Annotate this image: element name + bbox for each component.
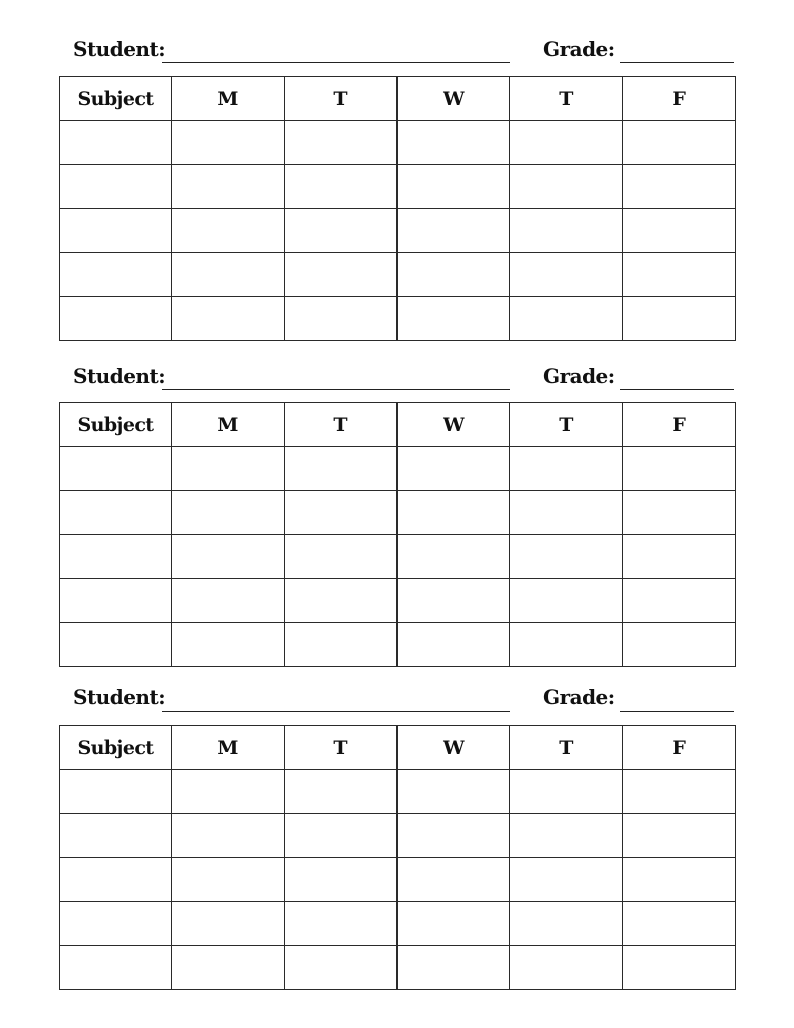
day-cell[interactable] bbox=[172, 902, 285, 946]
day-cell[interactable] bbox=[284, 946, 397, 990]
day-cell[interactable] bbox=[172, 858, 285, 902]
day-cell[interactable] bbox=[623, 902, 736, 946]
subject-cell[interactable] bbox=[60, 253, 172, 297]
subject-cell[interactable] bbox=[60, 121, 172, 165]
subject-cell[interactable] bbox=[60, 535, 172, 579]
subject-cell[interactable] bbox=[60, 447, 172, 491]
day-header-mon: M bbox=[172, 403, 285, 447]
subject-header: Subject bbox=[60, 77, 172, 121]
subject-cell[interactable] bbox=[60, 579, 172, 623]
day-cell[interactable] bbox=[510, 623, 623, 667]
day-header-wed: W bbox=[397, 403, 510, 447]
day-cell[interactable] bbox=[397, 814, 510, 858]
table-row bbox=[60, 858, 736, 902]
day-cell[interactable] bbox=[172, 770, 285, 814]
day-cell[interactable] bbox=[623, 858, 736, 902]
day-cell[interactable] bbox=[623, 209, 736, 253]
student-label: Student: bbox=[73, 364, 166, 388]
table-row bbox=[60, 535, 736, 579]
day-cell[interactable] bbox=[510, 770, 623, 814]
header-row bbox=[60, 726, 736, 770]
table-row bbox=[60, 770, 736, 814]
schedule-table bbox=[59, 402, 736, 667]
day-header-mon: M bbox=[172, 726, 285, 770]
student-name-line[interactable] bbox=[162, 62, 510, 63]
day-cell[interactable] bbox=[510, 491, 623, 535]
day-cell[interactable] bbox=[623, 946, 736, 990]
grade-line[interactable] bbox=[620, 389, 734, 390]
table-row bbox=[60, 209, 736, 253]
day-cell[interactable] bbox=[284, 121, 397, 165]
subject-header: Subject bbox=[60, 403, 172, 447]
day-cell[interactable] bbox=[623, 814, 736, 858]
day-cell[interactable] bbox=[510, 902, 623, 946]
day-cell[interactable] bbox=[284, 902, 397, 946]
table-row bbox=[60, 814, 736, 858]
subject-cell[interactable] bbox=[60, 165, 172, 209]
day-cell[interactable] bbox=[172, 946, 285, 990]
day-cell[interactable] bbox=[284, 770, 397, 814]
day-cell[interactable] bbox=[397, 447, 510, 491]
day-cell[interactable] bbox=[284, 209, 397, 253]
day-cell[interactable] bbox=[172, 814, 285, 858]
day-cell[interactable] bbox=[510, 447, 623, 491]
subject-cell[interactable] bbox=[60, 814, 172, 858]
day-cell[interactable] bbox=[397, 297, 510, 341]
day-cell[interactable] bbox=[510, 253, 623, 297]
day-cell[interactable] bbox=[397, 770, 510, 814]
grade-label: Grade: bbox=[543, 364, 615, 388]
day-cell[interactable] bbox=[397, 491, 510, 535]
day-cell[interactable] bbox=[172, 535, 285, 579]
day-cell[interactable] bbox=[623, 491, 736, 535]
day-header-thu: T bbox=[510, 726, 623, 770]
day-cell[interactable] bbox=[397, 165, 510, 209]
day-cell[interactable] bbox=[510, 858, 623, 902]
day-cell[interactable] bbox=[397, 946, 510, 990]
day-header-tue: T bbox=[284, 403, 397, 447]
day-cell[interactable] bbox=[623, 121, 736, 165]
day-cell[interactable] bbox=[510, 946, 623, 990]
day-header-thu: T bbox=[510, 403, 623, 447]
day-cell[interactable] bbox=[510, 165, 623, 209]
day-cell[interactable] bbox=[397, 902, 510, 946]
day-cell[interactable] bbox=[284, 858, 397, 902]
schedule-table bbox=[59, 725, 736, 990]
day-cell[interactable] bbox=[284, 579, 397, 623]
day-cell[interactable] bbox=[623, 253, 736, 297]
student-name-line[interactable] bbox=[162, 389, 510, 390]
day-cell[interactable] bbox=[284, 297, 397, 341]
subject-cell[interactable] bbox=[60, 209, 172, 253]
subject-cell[interactable] bbox=[60, 858, 172, 902]
student-label: Student: bbox=[73, 685, 166, 709]
header-row bbox=[60, 403, 736, 447]
day-cell[interactable] bbox=[397, 579, 510, 623]
grade-line[interactable] bbox=[620, 62, 734, 63]
day-cell[interactable] bbox=[623, 623, 736, 667]
day-cell[interactable] bbox=[623, 579, 736, 623]
day-header-fri: F bbox=[623, 726, 736, 770]
table-row bbox=[60, 253, 736, 297]
student-label: Student: bbox=[73, 37, 166, 61]
day-cell[interactable] bbox=[623, 297, 736, 341]
day-cell[interactable] bbox=[172, 491, 285, 535]
grade-label: Grade: bbox=[543, 37, 615, 61]
day-cell[interactable] bbox=[397, 209, 510, 253]
day-cell[interactable] bbox=[623, 535, 736, 579]
day-cell[interactable] bbox=[172, 165, 285, 209]
day-cell[interactable] bbox=[623, 447, 736, 491]
day-cell[interactable] bbox=[623, 770, 736, 814]
table-row bbox=[60, 579, 736, 623]
day-cell[interactable] bbox=[172, 209, 285, 253]
subject-cell[interactable] bbox=[60, 623, 172, 667]
table-row bbox=[60, 902, 736, 946]
day-cell[interactable] bbox=[172, 253, 285, 297]
table-row bbox=[60, 491, 736, 535]
day-header-tue: T bbox=[284, 77, 397, 121]
day-cell[interactable] bbox=[397, 535, 510, 579]
day-cell[interactable] bbox=[623, 165, 736, 209]
day-cell[interactable] bbox=[510, 535, 623, 579]
subject-cell[interactable] bbox=[60, 902, 172, 946]
table-row bbox=[60, 623, 736, 667]
day-cell[interactable] bbox=[284, 814, 397, 858]
grade-line[interactable] bbox=[620, 711, 734, 712]
subject-header: Subject bbox=[60, 726, 172, 770]
day-cell[interactable] bbox=[510, 579, 623, 623]
table-row bbox=[60, 165, 736, 209]
day-cell[interactable] bbox=[510, 297, 623, 341]
day-header-thu: T bbox=[510, 77, 623, 121]
day-cell[interactable] bbox=[397, 858, 510, 902]
day-cell[interactable] bbox=[172, 623, 285, 667]
day-cell[interactable] bbox=[284, 535, 397, 579]
day-cell[interactable] bbox=[284, 623, 397, 667]
day-header-wed: W bbox=[397, 726, 510, 770]
subject-cell[interactable] bbox=[60, 946, 172, 990]
day-header-tue: T bbox=[284, 726, 397, 770]
day-cell[interactable] bbox=[397, 623, 510, 667]
day-header-fri: F bbox=[623, 77, 736, 121]
day-cell[interactable] bbox=[172, 297, 285, 341]
day-cell[interactable] bbox=[284, 447, 397, 491]
table-row bbox=[60, 946, 736, 990]
day-cell[interactable] bbox=[172, 579, 285, 623]
day-header-wed: W bbox=[397, 77, 510, 121]
day-header-mon: M bbox=[172, 77, 285, 121]
table-row bbox=[60, 447, 736, 491]
day-cell[interactable] bbox=[397, 253, 510, 297]
day-cell[interactable] bbox=[510, 209, 623, 253]
grade-label: Grade: bbox=[543, 685, 615, 709]
table-row bbox=[60, 121, 736, 165]
day-cell[interactable] bbox=[284, 165, 397, 209]
day-cell[interactable] bbox=[397, 121, 510, 165]
day-cell[interactable] bbox=[510, 121, 623, 165]
schedule-table bbox=[59, 76, 736, 341]
day-cell[interactable] bbox=[172, 447, 285, 491]
day-header-fri: F bbox=[623, 403, 736, 447]
subject-cell[interactable] bbox=[60, 770, 172, 814]
day-cell[interactable] bbox=[284, 491, 397, 535]
table-row bbox=[60, 297, 736, 341]
student-name-line[interactable] bbox=[162, 711, 510, 712]
day-cell[interactable] bbox=[284, 253, 397, 297]
day-cell[interactable] bbox=[510, 814, 623, 858]
subject-cell[interactable] bbox=[60, 491, 172, 535]
subject-cell[interactable] bbox=[60, 297, 172, 341]
day-cell[interactable] bbox=[172, 121, 285, 165]
header-row bbox=[60, 77, 736, 121]
